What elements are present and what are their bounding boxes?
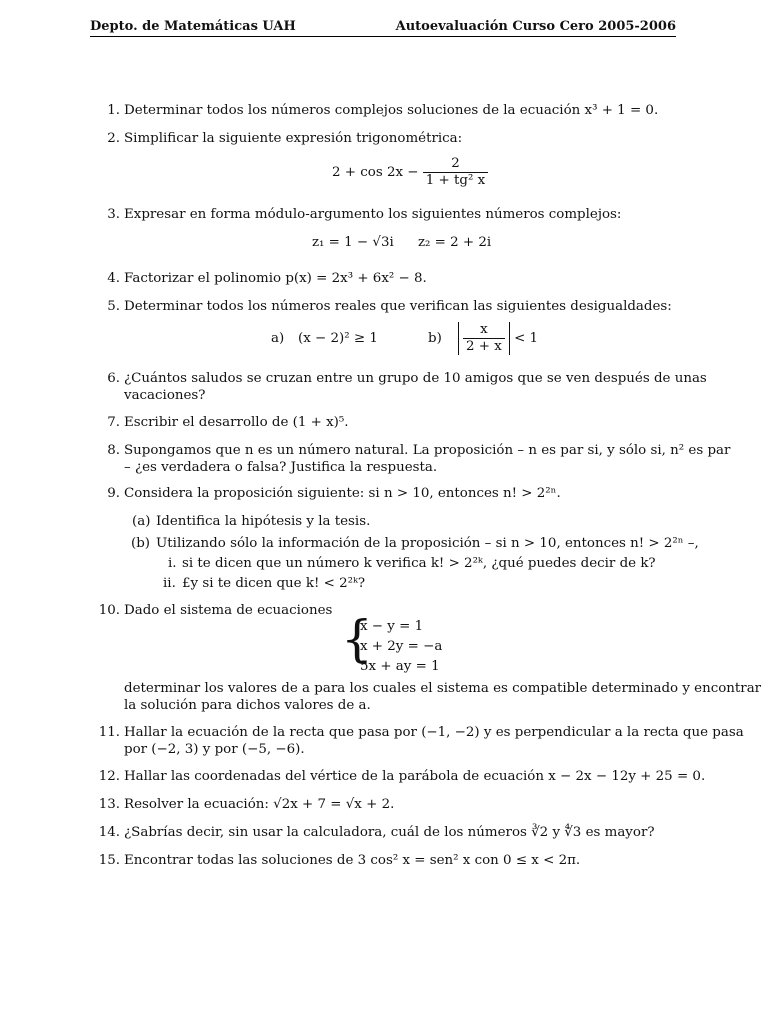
system-brace: {: [341, 610, 373, 668]
equation-system: [360, 618, 442, 678]
problem-number: 1.: [107, 103, 120, 118]
inequality-b-relation: < 1: [514, 330, 539, 346]
problem-text: Encontrar todas las soluciones de 3 cos² x = sen² x con 0 ≤ x < 2π.: [124, 853, 581, 868]
problem-text: Simplificar la siguiente expresión trigonométrica:: [124, 131, 463, 146]
problem-text-line2: por (−2, 3) y por (−5, −6).: [124, 742, 305, 757]
problem-9-part-b-label: (b): [131, 536, 151, 551]
header-department: Depto. de Matemáticas UAH: [90, 19, 296, 34]
problem-text: Escribir el desarrollo de (1 + x)⁵.: [124, 415, 349, 430]
problem-number: 5.: [107, 299, 120, 314]
formula-left: 2 + cos 2x −: [332, 164, 419, 180]
problem-number: 3.: [107, 207, 120, 222]
inequality-b-label: b): [428, 331, 442, 346]
problem-number: 15.: [98, 853, 120, 868]
problem-9-item-ii-label: ii.: [163, 576, 176, 591]
inequality-b-fraction: [463, 322, 505, 355]
problem-number: 10.: [98, 603, 120, 618]
problem-number: 11.: [98, 725, 120, 740]
fraction-denominator: 2 + x: [466, 339, 502, 355]
problem-text-line1: Hallar la ecuación de la recta que pasa por (−1, −2) y es perpendicular a la recta que pasa: [124, 725, 744, 740]
absolute-value: [458, 322, 510, 355]
problem-number: 9.: [107, 486, 120, 501]
problem-text-line2: la solución para dichos valores de a.: [124, 698, 371, 713]
problem-text: Factorizar el polinomio p(x) = 2x³ + 6x² − 8.: [124, 271, 427, 286]
problem-9-item-i: si te dicen que un número k verifica k! > 2²ᵏ, ¿qué puedes decir de k?: [182, 556, 656, 571]
problem-9-part-b: Utilizando sólo la información de la proposición – si n > 10, entonces n! > 2²ⁿ –,: [156, 536, 699, 551]
problem-number: 13.: [98, 797, 120, 812]
page-header: [90, 18, 676, 37]
problem-text-line2: – ¿es verdadera o falsa? Justifica la respuesta.: [124, 460, 438, 475]
problem-number: 7.: [107, 415, 120, 430]
problem-text-line1: Supongamos que n es un número natural. La proposición – n es par si, y sólo si, n² es par: [124, 443, 731, 458]
formula-fraction: [423, 156, 488, 189]
problem-9-part-a-label: (a): [132, 514, 151, 529]
inequality-b: [458, 322, 538, 355]
problem-text-line2: vacaciones?: [124, 388, 206, 403]
problem-9-part-a: Identifica la hipótesis y la tesis.: [156, 514, 371, 529]
inequality-a: (x − 2)² ≥ 1: [298, 331, 378, 346]
system-equation-3: 5x + ay = 1: [360, 659, 440, 674]
complex-z2: z₂ = 2 + 2i: [418, 235, 492, 250]
problem-text: Considera la proposición siguiente: si n > 10, entonces n! > 2²ⁿ.: [124, 486, 561, 501]
problem-text: Hallar las coordenadas del vértice de la parábola de ecuación x − 2x − 12y + 25 = 0.: [124, 769, 706, 784]
problem-number: 6.: [107, 371, 120, 386]
header-title: Autoevaluación Curso Cero 2005-2006: [395, 19, 676, 34]
problem-number: 14.: [98, 825, 120, 840]
problem-number: 12.: [98, 769, 120, 784]
system-equation-1: x − y = 1: [360, 619, 424, 634]
complex-z1: z₁ = 1 − √3i: [312, 235, 394, 250]
problem-text: Determinar todos los números reales que verifican las siguientes desigualdades:: [124, 299, 672, 314]
problem-text-line1: determinar los valores de a para los cuales el sistema es compatible determinado y encontrar: [124, 681, 762, 696]
problem-text: Determinar todos los números complejos soluciones de la ecuación x³ + 1 = 0.: [124, 103, 659, 118]
problem-text: Resolver la ecuación: √2x + 7 = √x + 2.: [124, 797, 395, 812]
problem-number: 8.: [107, 443, 120, 458]
problem-9-item-ii: £y si te dicen que k! < 2²ᵏ?: [182, 576, 366, 591]
fraction-numerator: x: [463, 322, 505, 339]
problem-number: 2.: [107, 131, 120, 146]
problem-text: Expresar en forma módulo-argumento los siguientes números complejos:: [124, 207, 622, 222]
problem-9-item-i-label: i.: [168, 556, 177, 571]
fraction-numerator: 2: [423, 156, 488, 173]
formula-trig: [332, 156, 488, 189]
system-equation-2: x + 2y = −a: [360, 639, 443, 654]
problem-number: 4.: [107, 271, 120, 286]
problem-text: Dado el sistema de ecuaciones: [124, 603, 333, 618]
problem-text-line1: ¿Cuántos saludos se cruzan entre un grupo de 10 amigos que se ven después de unas: [124, 371, 707, 386]
inequality-a-label: a): [271, 331, 285, 346]
fraction-denominator: 1 + tg² x: [425, 173, 486, 189]
problem-text: ¿Sabrías decir, sin usar la calculadora, cuál de los números ∛2 y ∜3 es mayor?: [124, 825, 655, 840]
